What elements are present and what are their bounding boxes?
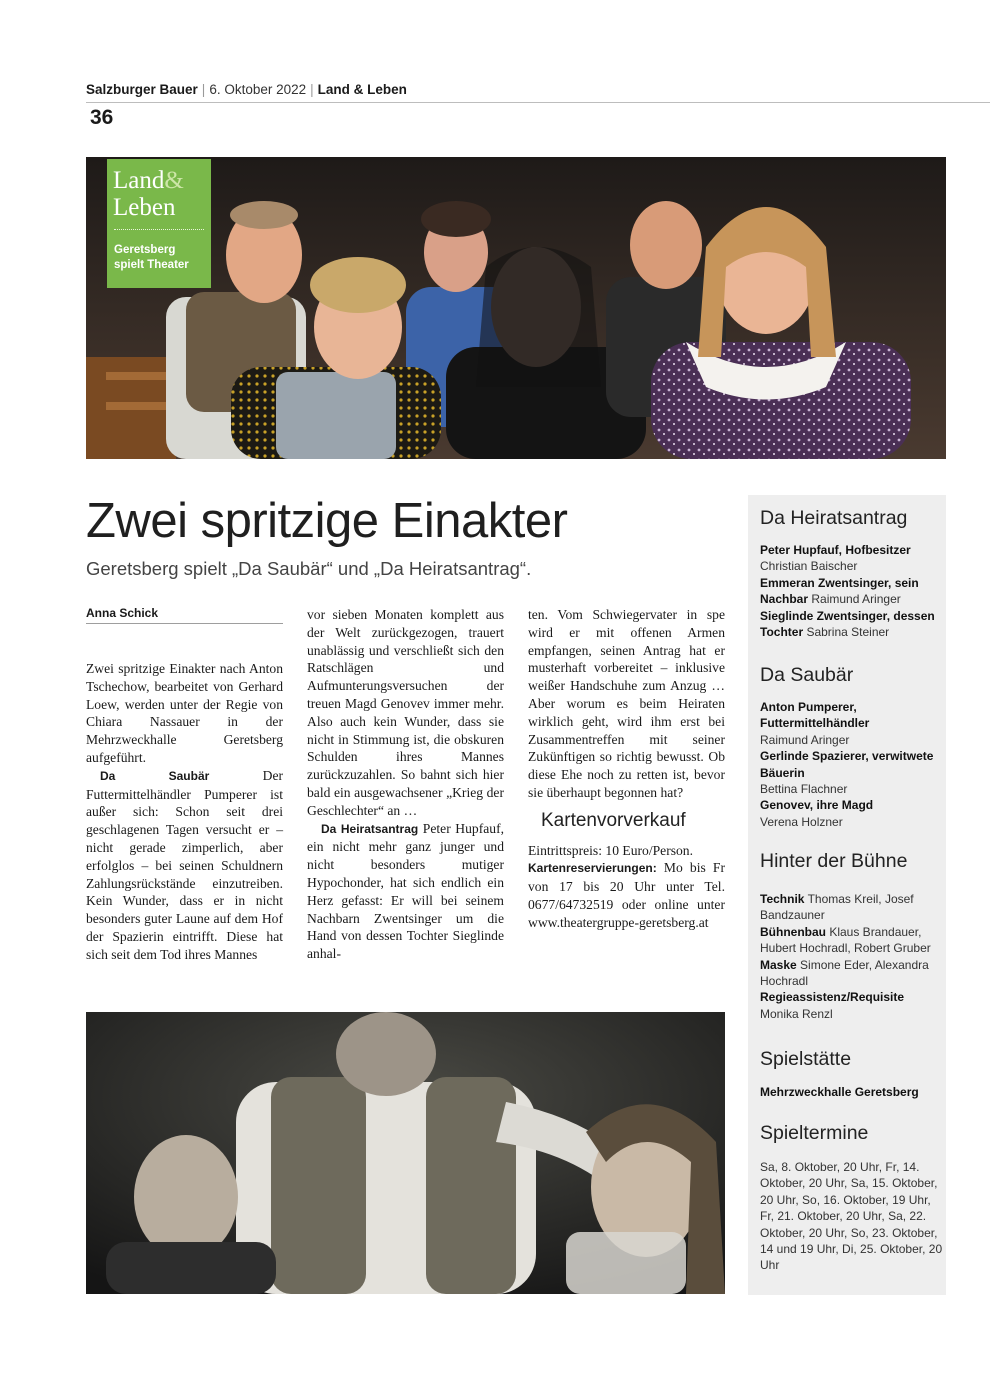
dates-heading: Spieltermine	[760, 1122, 869, 1144]
cast-role: Gerlinde Spazierer, verwitwete Bäuerin	[760, 749, 934, 780]
heiratsantrag-lead: Da Heiratsantrag	[321, 821, 419, 836]
article-headline: Zwei spritzige Einakter	[86, 494, 568, 548]
page-number: 36	[90, 106, 114, 129]
article-column-3	[528, 606, 725, 932]
article-column-2	[307, 606, 504, 963]
saubaer-text-b: vor sieben Monaten komplett aus der Welt zurückgezogen, trauert unablässig und verschließt sich den Ratschlägen und Aufmunterungsversuchen der treuen Magd Genovev immer mehr. Also auch kein Wunder, dass sie nicht in Stimmung ist, die obskuren Schulden ihres Mannes zurückzuzahlen. So bahnt sich hier bald ein ausgewachsener „Krieg der Geschlechter“ an …	[307, 607, 504, 818]
article-column-1	[86, 660, 283, 964]
saubaer-text-a: Der Futtermittelhändler Pumperer ist außer sich: Schon seit drei geschlagenen Tagen versucht er – nicht gerade zimperlich, aber erfolglos – bei seinen Schuldnern Zahlungsrückstände einzutreiben. Kein Wunder, dass er in nicht besonders guter Laune auf dem Hof der Spazierin eintrifft. Diese hat sich seit dem Tod ihres Mannes	[86, 767, 284, 962]
saubaer-lead: Da Saubär	[100, 768, 210, 783]
ticket-reservation	[528, 859, 725, 931]
cast-role: Sieglinde Zwentsinger, dessen Tochter	[760, 608, 935, 640]
badge-topic-line1: Geretsberg	[114, 244, 176, 256]
cast-actor: Raimund Aringer	[808, 592, 901, 607]
cast-role: Peter Hupfauf, Hofbesitzer	[760, 543, 911, 557]
cast-actor: Sabrina Steiner	[803, 625, 890, 640]
section-name: Land & Leben	[317, 82, 407, 97]
saubaer-paragraph	[86, 767, 283, 964]
issue-date: 6. Oktober 2022	[209, 82, 307, 97]
crew-list	[760, 891, 944, 1022]
badge-leben: Leben	[113, 194, 176, 221]
heiratsantrag-paragraph	[307, 820, 504, 963]
venue-heading: Spielstätte	[760, 1048, 852, 1070]
scene-photo	[86, 1012, 725, 1294]
cast-group-photo	[86, 157, 946, 459]
reservation-text: Mo bis Fr von 17 bis 20 Uhr unter Tel. 0677/64732519 oder online unter www.theatergruppe-geretsberg.at	[528, 860, 725, 930]
reservation-lead: Kartenreservierungen:	[528, 861, 657, 876]
section-badge	[107, 159, 211, 288]
dates-list: Sa, 8. Oktober, 20 Uhr, Fr, 14. Oktober, 20 Uhr, Sa, 15. Oktober, 20 Uhr, So, 16. Oktober, 19 Uhr, Fr, 21. Oktober, 20 Uhr, Sa, 22. Oktober, 20 Uhr, So, 23. Oktober, 14 und 19 Uhr, Di, 25. Oktober, 20 Uhr	[760, 1160, 943, 1273]
article-subheadline: Geretsberg spielt „Da Saubär“ und „Da Heiratsantrag“.	[86, 558, 532, 579]
cast-actor: Christian Baischer	[760, 559, 858, 574]
venue-text: Mehrzweckhalle Geretsberg	[760, 1085, 919, 1099]
crew-member: Monika Renzl	[760, 1006, 833, 1021]
crew-heading: Hinter der Bühne	[760, 850, 908, 872]
tickets-heading: Kartenvorverkauf	[541, 809, 686, 831]
crew-role: Bühnenbau	[760, 924, 826, 939]
article-author: Anna Schick	[86, 606, 283, 624]
ticket-price: Eintrittspreis: 10 Euro/Person.	[528, 842, 693, 858]
saubaer-heading: Da Saubär	[760, 664, 854, 686]
crew-member: Klaus Brandauer, Hubert Hochradl, Robert Gruber	[760, 924, 931, 956]
saubaer-cast	[760, 699, 944, 830]
heiratsantrag-text-b: ten. Vom Schwiegervater in spe wird er mit offenen Armen empfangen, seinen Antrag hat er musterhaft vorbereitet – inklusive weißer Handschuhe zum Anzug … Aber worum es beim Heiraten wirklich geht, wird ihm erst bei Zusammentreffen mit seiner Zukünftigen so richtig bewusst. Ob diese Ehe noch zu retten ist, bevor sie überhaupt begonnen hat?	[528, 607, 725, 800]
badge-land: Land	[113, 167, 165, 194]
crew-member: Simone Eder, Alexandra Hochradl	[760, 957, 929, 989]
intro-paragraph: Zwei spritzige Einakter nach Anton Tschechow, bearbeitet von Gerhard Loew, werden unter der Regie von Chiara Nassauer in der Mehrzweckhalle Geretsberg aufgeführt.	[86, 661, 283, 765]
cast-actor: Verena Holzner	[760, 814, 843, 829]
cast-role: Genovev, ihre Magd	[760, 798, 874, 813]
publication-name: Salzburger Bauer	[86, 82, 198, 97]
heiratsantrag-text-a: Peter Hupfauf, ein nicht mehr ganz junger und nicht besonders mutiger Hypochonder, hat sich endlich ein Herz gefasst: Er will bei seinem Nachbarn Zwentsinger um die Hand von dessen Tochter Sieglinde anhal-	[307, 820, 504, 962]
heiratsantrag-heading: Da Heiratsantrag	[760, 507, 908, 529]
cast-role: Emmeran Zwentsinger, sein Nachbar	[760, 575, 919, 607]
venue-name	[760, 1084, 944, 1100]
cast-group-photo-illustration	[86, 157, 946, 459]
crew-role: Technik	[760, 892, 805, 906]
crew-member: Thomas Kreil, Josef Bandzauner	[760, 892, 914, 923]
crew-role: Regieassistenz/Requisite	[760, 990, 905, 1005]
scene-photo-illustration	[86, 1012, 725, 1294]
badge-divider	[114, 229, 204, 230]
badge-ampersand: &	[164, 167, 184, 194]
cast-actor: Raimund Aringer	[760, 732, 850, 747]
badge-topic-line2: spielt Theater	[114, 259, 189, 271]
cast-role: Anton Pumperer, Futtermittelhändler	[760, 700, 870, 731]
crew-role: Maske	[760, 957, 797, 972]
page-header: Salzburger Bauer | 6. Oktober 2022 | Land & Leben	[86, 82, 990, 103]
cast-actor: Bettina Flachner	[760, 782, 848, 797]
info-sidebar	[748, 495, 946, 1295]
heiratsantrag-cast	[760, 542, 944, 640]
